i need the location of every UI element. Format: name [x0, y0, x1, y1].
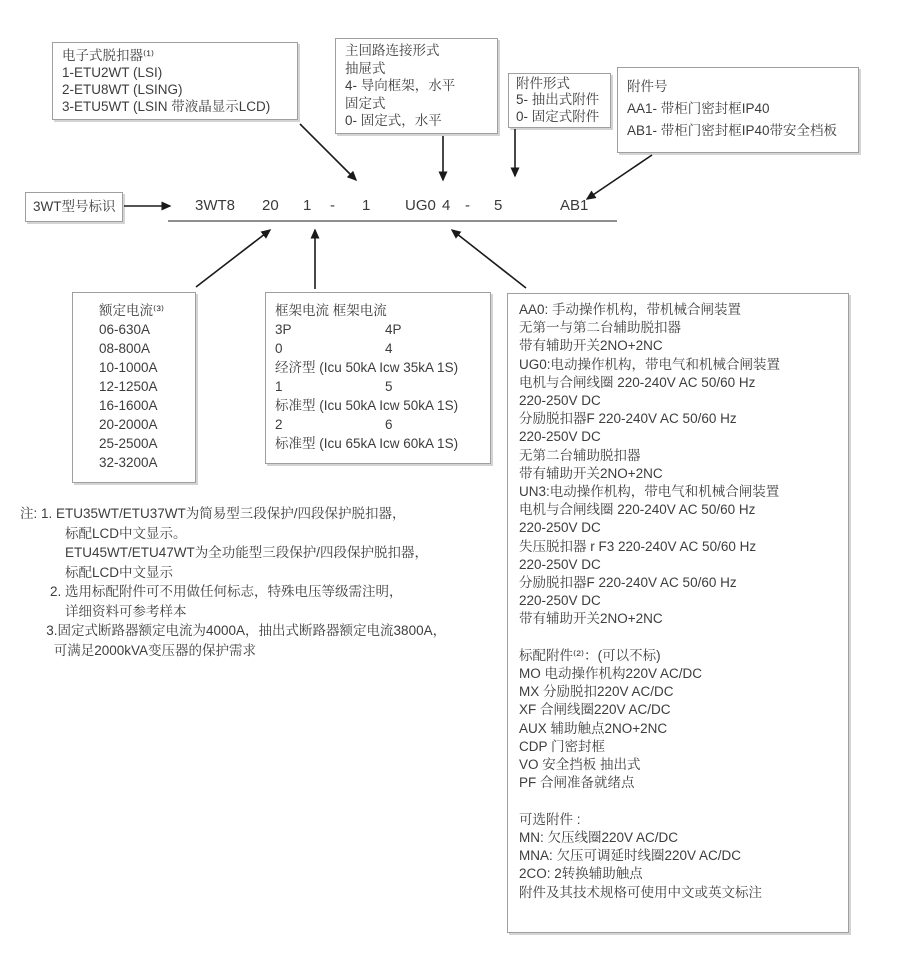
text-line: 带有辅助开关2NO+2NC: [519, 465, 663, 481]
text-line: 3.固定式断路器额定电流为4000A，抽出式断路器额定电流3800A，: [20, 623, 447, 638]
text-line: [275, 320, 481, 339]
text-line: AB1- 带柜门密封框IP40带安全档板: [627, 123, 838, 138]
column-right: 4P: [385, 322, 402, 337]
column-right: 6: [385, 417, 393, 432]
text-line: 带有辅助开关2NO+2NC: [519, 338, 663, 354]
text-line: 1-ETU2WT (LSI): [62, 65, 163, 80]
text-line: 220-250V DC: [519, 429, 601, 445]
text-line: 经济型 (Icu 50kA Icw 35kA 1S): [275, 360, 459, 375]
text-line: 框架电流 框架电流: [275, 303, 387, 318]
text-line: 标准型 (Icu 50kA Icw 50kA 1S): [275, 398, 459, 413]
text-line: 2-ETU8WT (LSING): [62, 82, 183, 97]
text-line: [275, 339, 481, 358]
code-segment-accessory-form: 5: [494, 197, 503, 214]
text-line: 0- 固定式附件: [516, 108, 600, 124]
column-right: 4: [385, 341, 393, 356]
arrow-accno-to-code: [587, 155, 652, 199]
code-segment-rated-current: 20: [262, 197, 279, 214]
text-line: [519, 792, 837, 810]
text-line: AA0: 手动操作机构，带机械合闸装置: [519, 302, 742, 317]
text-line: 12-1250A: [99, 379, 158, 394]
main-circuit-connection-box: [335, 38, 498, 134]
text-line: 详细资料可参考样本: [20, 603, 187, 619]
code-underline: [168, 220, 617, 222]
text-line: 附件号: [627, 79, 668, 94]
text-line: [275, 377, 481, 396]
text-line: 固定式: [345, 95, 386, 111]
text-line: 08-800A: [99, 341, 151, 356]
text-line: 220-250V DC: [519, 393, 601, 409]
text-line: 电机与合闸线圈 220-240V AC 50/60 Hz: [519, 374, 756, 390]
text-line: 32-3200A: [99, 455, 158, 470]
text-line: 220-250V DC: [519, 593, 601, 609]
code-segment-series: 3WT8: [195, 197, 236, 214]
text-line: 分励脱扣器F 220-240V AC 50/60 Hz: [519, 575, 737, 591]
text-line: 附件形式: [516, 76, 570, 91]
text-line: 标配LCD中文显示。: [20, 525, 187, 541]
text-line: MO 电动操作机构220V AC/DC: [519, 666, 703, 682]
text-line: AA1- 带柜门密封框IP40: [627, 101, 770, 116]
text-line: MN: 欠压线圈220V AC/DC: [519, 829, 679, 845]
text-line: 4- 导向框架，水平: [345, 78, 456, 94]
text-line: PF 合闸准备就绪点: [519, 775, 635, 791]
column-left: 0: [275, 341, 283, 356]
etu-trip-unit-box: [52, 42, 298, 120]
code-segment-frame: 1: [303, 197, 312, 214]
text-line: [275, 415, 481, 434]
text-line: 5- 抽出式附件: [516, 92, 600, 108]
text-line: 额定电流⁽³⁾: [99, 303, 165, 318]
text-line: VO 安全挡板 抽出式: [519, 757, 641, 773]
arrow-operator-to-code: [452, 230, 526, 288]
text-line: 标配附件⁽²⁾：(可以不标): [519, 647, 661, 663]
text-line: 25-2500A: [99, 436, 158, 451]
text-line: 可选附件 :: [519, 811, 581, 827]
text-line: 16-1600A: [99, 398, 158, 413]
text-line: 0- 固定式，水平: [345, 113, 442, 129]
text-line: 抽屉式: [345, 60, 386, 76]
text-line: 2CO: 2转换辅助触点: [519, 866, 643, 882]
text-line: 标准型 (Icu 65kA Icw 60kA 1S): [275, 436, 459, 451]
frame-current-box: [265, 292, 491, 464]
text-line: [519, 629, 837, 647]
text-line: 电子式脱扣器⁽¹⁾: [62, 48, 155, 63]
text-line: XF 合闸线圈220V AC/DC: [519, 702, 671, 718]
arrow-rated-to-code: [196, 230, 270, 287]
text-line: 可满足2000kVA变压器的保护需求: [20, 642, 257, 658]
text-line: 无第二台辅助脱扣器: [519, 447, 641, 463]
column-left: 2: [275, 417, 283, 432]
column-right: 5: [385, 379, 393, 394]
code-segment-trip-unit: 1: [362, 197, 371, 214]
text-line: 06-630A: [99, 322, 151, 337]
text-line: CDP 门密封框: [519, 738, 606, 754]
text-line: 3-ETU5WT (LSIN 带液晶显示LCD): [62, 99, 271, 114]
column-left: 3P: [275, 322, 292, 337]
text-line: 注: 1. ETU35WT/ETU37WT为简易型三段保护/四段保护脱扣器，: [20, 506, 406, 521]
text-line: 无第一与第二台辅助脱扣器: [519, 320, 681, 336]
text-line: 220-250V DC: [519, 556, 601, 572]
text-line: UN3:电动操作机构，带电气和机械合闸装置: [519, 484, 780, 500]
accessory-form-box: [508, 73, 611, 128]
text-line: AUX 辅助触点2NO+2NC: [519, 720, 668, 736]
code-segment-accessory-no: AB1: [560, 197, 589, 214]
accessory-number-box: [617, 67, 859, 153]
code-segment-dash-1: -: [330, 197, 335, 214]
text-line: MX 分励脱扣220V AC/DC: [519, 684, 674, 700]
text-line: 附件及其技术规格可使用中文或英文标注: [519, 884, 762, 900]
code-segment-operator: UG0: [405, 197, 436, 214]
code-segment-dash-2: -: [465, 197, 470, 214]
code-segment-connection: 4: [442, 197, 451, 214]
model-identifier-label-box: [25, 192, 123, 222]
operating-mechanism-box: [507, 293, 849, 933]
text-line: ETU45WT/ETU47WT为全功能型三段保护/四段保护脱扣器，: [20, 545, 429, 560]
model-identifier-label: 3WT型号标识: [33, 199, 116, 214]
text-line: 失压脱扣器 r F3 220-240V AC 50/60 Hz: [519, 538, 757, 554]
rated-current-box: [72, 292, 196, 483]
column-left: 1: [275, 379, 283, 394]
text-line: 220-250V DC: [519, 520, 601, 536]
text-line: 2. 选用标配附件可不用做任何标志，特殊电压等级需注明，: [20, 584, 403, 599]
text-line: 标配LCD中文显示: [20, 564, 174, 580]
text-line: 主回路连接形式: [345, 43, 440, 58]
text-line: 电机与合闸线圈 220-240V AC 50/60 Hz: [519, 502, 756, 518]
text-line: 20-2000A: [99, 417, 158, 432]
text-line: 带有辅助开关2NO+2NC: [519, 611, 663, 627]
text-line: 分励脱扣器F 220-240V AC 50/60 Hz: [519, 411, 737, 427]
text-line: 10-1000A: [99, 360, 158, 375]
footnotes: [20, 504, 446, 660]
text-line: MNA: 欠压可调延时线圈220V AC/DC: [519, 848, 742, 864]
text-line: UG0:电动操作机构，带电气和机械合闸装置: [519, 356, 781, 372]
